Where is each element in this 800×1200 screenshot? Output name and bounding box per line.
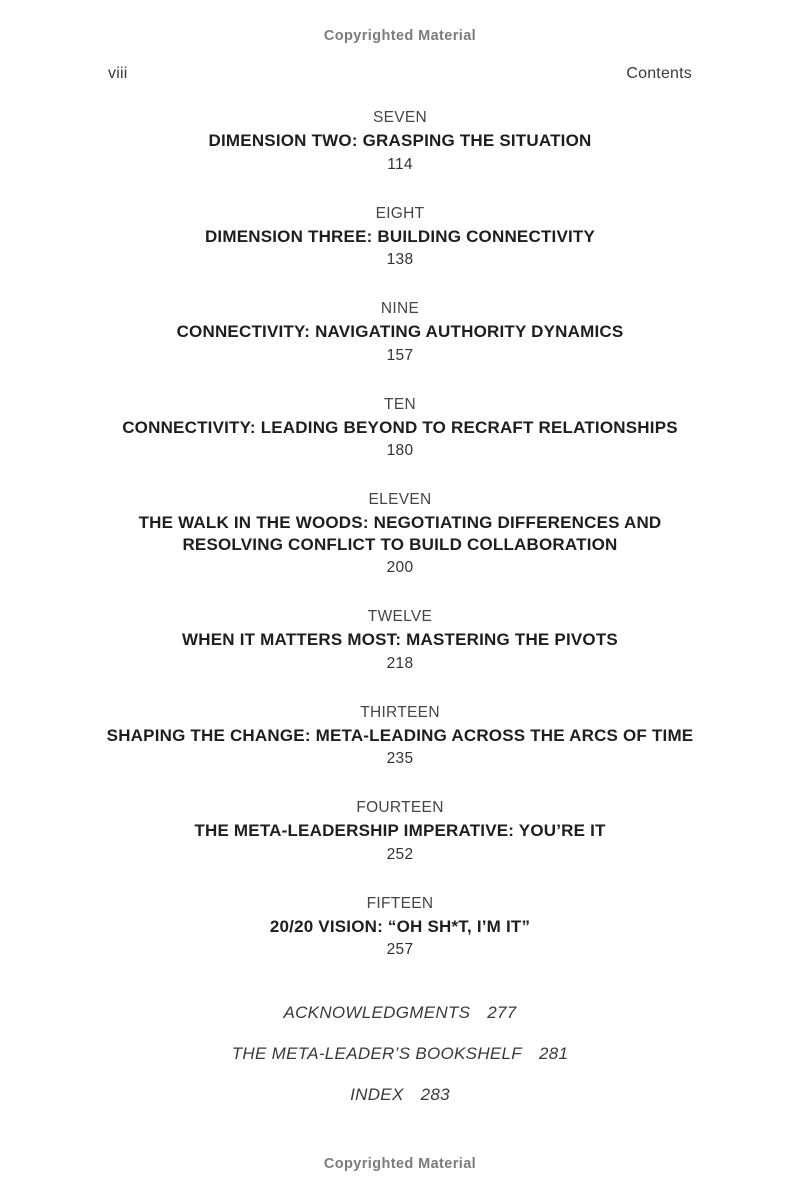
chapter-entry [0,605,800,676]
chapter-entry [0,106,800,177]
chapter-title: DIMENSION TWO: GRASPING THE SITUATION [208,131,592,150]
chapter-entry [0,796,800,867]
copyright-notice-top: Copyrighted Material [323,28,477,44]
back-matter-entry [0,1084,800,1106]
running-head: Contents [626,65,692,82]
chapter-title: WHEN IT MATTERS MOST: MASTERING THE PIVOTS [182,630,618,649]
chapter-entry [0,488,800,580]
chapter-page-number: 138 [386,251,414,268]
chapter-entry [0,202,800,273]
chapter-page-number: 114 [387,155,413,173]
chapter-number: SEVEN [372,109,428,126]
chapter-page-number: 235 [386,750,414,767]
chapter-title: SHAPING THE CHANGE: META-LEADING ACROSS THE ARCS OF TIME [106,725,694,745]
chapter-title: 20/20 VISION: “OH SH*T, I’M IT” [269,916,531,936]
chapter-title: CONNECTIVITY: NAVIGATING AUTHORITY DYNAMICS [176,322,624,341]
chapter-title: RESOLVING CONFLICT TO BUILD COLLABORATION [182,534,618,554]
back-matter-list [0,1002,800,1106]
chapter-number: THIRTEEN [360,703,440,721]
chapter-title: DIMENSION THREE: BUILDING CONNECTIVITY [204,226,596,246]
folio-page-number: viii [108,65,128,82]
chapter-list [0,106,800,962]
chapter-entry [0,701,800,772]
chapter-number: EIGHT [375,204,425,222]
chapter-page-number: 180 [386,442,414,459]
chapter-entry [0,393,800,464]
copyright-notice-bottom: Copyrighted Material [323,1156,477,1172]
chapter-number: TWELVE [367,608,433,625]
back-matter-entry [0,1043,800,1065]
back-matter-title: ACKNOWLEDGMENTS [283,1003,471,1022]
chapter-number: FOURTEEN [356,799,444,816]
chapter-page-number: 257 [386,941,414,958]
chapter-entry [0,892,800,963]
back-matter-title: INDEX [350,1085,404,1104]
chapter-number: NINE [380,300,420,317]
chapter-page-number: 157 [386,346,414,364]
page-header [0,65,800,83]
chapter-page-number: 252 [386,845,414,863]
chapter-number: FIFTEEN [366,894,434,912]
chapter-number: ELEVEN [368,491,432,508]
chapter-title: THE META-LEADERSHIP IMPERATIVE: YOU’RE IT [194,821,606,840]
chapter-entry [0,297,800,368]
back-matter-entry [0,1002,800,1024]
chapter-title: CONNECTIVITY: LEADING BEYOND TO RECRAFT RELATIONSHIPS [122,417,678,437]
chapter-title: THE WALK IN THE WOODS: NEGOTIATING DIFFERENCES AND [138,513,662,532]
back-matter-page-number: 281 [538,1044,569,1063]
back-matter-page-number: 277 [487,1003,517,1022]
back-matter-title: THE META-LEADER’S BOOKSHELF [231,1044,522,1063]
back-matter-page-number: 283 [420,1085,450,1104]
chapter-number: TEN [384,395,416,413]
chapter-page-number: 200 [386,559,414,576]
chapter-page-number: 218 [386,654,414,672]
